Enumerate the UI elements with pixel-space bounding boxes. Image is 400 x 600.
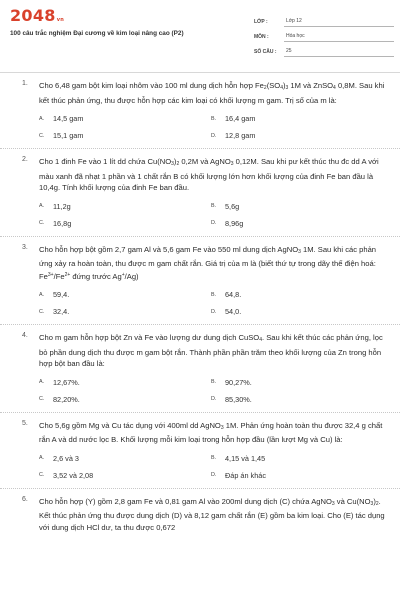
option-d[interactable] (211, 131, 383, 140)
subscript: 2 (375, 500, 379, 507)
option-letter: A. (39, 455, 45, 461)
option-c[interactable] (39, 131, 211, 140)
question-5 (0, 420, 400, 484)
text-part: ) (373, 496, 376, 506)
option-c[interactable] (39, 307, 211, 316)
header-divider (0, 72, 400, 73)
text-part: (SO (266, 81, 281, 90)
question-divider (0, 324, 400, 325)
text-part: Cho 5,6g gồm Mg và Cu tác dụng với 400ml dd AgNO (39, 420, 221, 430)
option-text: 16,8g (53, 218, 72, 228)
question-1 (0, 80, 400, 144)
subscript: 3 (171, 161, 174, 167)
option-b[interactable] (211, 202, 383, 211)
answer-options (39, 110, 390, 144)
superscript: 2+ (64, 271, 71, 278)
text-part: ) (173, 157, 177, 166)
option-row (39, 286, 390, 303)
superscript: 3+ (47, 271, 54, 278)
text-part: . Kết thúc phản ứng thu được dung dịch (D) và 8,12 gam chất rắn (E) gồm ba kim loại. Cho (E) tác dụng với dung dịch HCl dư, ta thu được 0,672 (39, 496, 385, 532)
text-part: Cho 6,48 gam bột kim loại nhôm vào 100 ml dung dịch hỗn hợp Fe (39, 81, 264, 90)
option-row (39, 198, 390, 215)
option-letter: B. (211, 455, 217, 461)
question-text (39, 332, 390, 370)
option-text: 12,8 gam (225, 131, 256, 140)
option-row (39, 110, 390, 127)
subscript: 3 (230, 161, 234, 167)
question-number: 5. (22, 419, 28, 427)
text-part: /Fe (53, 271, 65, 281)
document-title: 100 câu trắc nghiệm Đại cương về kim loại nâng cao (P2) (10, 30, 184, 37)
text-part: Cho m gam hỗn hợp bột Zn và Fe vào lượng dư dung dịch CuSO (39, 333, 260, 342)
option-text: 14,5 gam (53, 114, 84, 123)
answer-options (39, 374, 390, 408)
info-label: SỐ CÂU : (254, 49, 277, 55)
option-a[interactable] (39, 454, 211, 463)
option-c[interactable] (39, 219, 211, 228)
option-row (39, 127, 390, 144)
question-list (0, 80, 400, 533)
question-divider (0, 488, 400, 489)
option-letter: D. (211, 396, 217, 402)
question-number: 3. (22, 243, 28, 251)
option-letter: D. (211, 472, 217, 478)
subscript: 2 (176, 161, 180, 167)
option-row (39, 215, 390, 232)
option-letter: C. (39, 308, 45, 315)
info-value: 25 (284, 48, 394, 57)
text-part: /Ag) (124, 271, 139, 281)
option-text: 64,8. (225, 290, 242, 299)
text-part: 1M và ZnSO (288, 81, 334, 90)
info-row-subject (254, 27, 394, 42)
option-letter: D. (211, 220, 217, 226)
info-label: LỚP : (254, 19, 268, 25)
text-part: 0,12M. Sau khi pư kết thúc thu đc dd A với màu xanh đã nhạt 1 phần và 1 chất rắn B có khối lượng lớn hơn khối lượng của đinh Fe ban đầu là 10,4g. Tính khối lượng của đinh Fe ban đầu. (39, 157, 379, 192)
logo-text: 2048 (10, 6, 56, 25)
subscript: 2 (263, 85, 267, 91)
question-text (39, 244, 390, 283)
option-b[interactable] (211, 454, 383, 463)
option-text: 5,6g (225, 201, 240, 211)
option-letter: C. (39, 220, 45, 226)
question-4 (0, 332, 400, 408)
text-part: 0,8M. Sau khi kết thúc phản ứng, thu được hỗn hợp các kim loại có khối lượng m gam. Trị số của m là: (39, 81, 385, 105)
option-text: 12,67%. (53, 377, 80, 387)
subscript: 3 (298, 248, 301, 255)
option-a[interactable] (39, 378, 211, 387)
info-label: MÔN : (254, 34, 269, 40)
option-b[interactable] (211, 114, 383, 123)
option-row (39, 467, 390, 484)
option-text: 4,15 và 1,45 (225, 453, 266, 463)
header (0, 0, 400, 75)
option-letter: B. (211, 203, 217, 209)
subscript: 4 (333, 85, 336, 91)
answer-options (39, 286, 390, 320)
info-value: Lớp 12 (284, 18, 394, 27)
question-number: 4. (22, 332, 28, 339)
option-a[interactable] (39, 290, 211, 299)
question-text (39, 156, 390, 194)
option-a[interactable] (39, 202, 211, 211)
info-panel (254, 12, 394, 57)
option-text: 15,1 gam (53, 131, 84, 140)
text-part: 0,2M và AgNO (179, 157, 231, 166)
superscript: + (121, 271, 125, 278)
answer-options (39, 198, 390, 232)
subscript: 3 (331, 500, 335, 507)
option-letter: B. (211, 379, 217, 385)
option-d[interactable] (211, 307, 383, 316)
question-number: 6. (22, 495, 28, 503)
info-value: Hóa học (284, 33, 394, 42)
question-divider (0, 236, 400, 237)
option-b[interactable] (211, 290, 383, 299)
option-letter: C. (39, 472, 45, 478)
subscript: 4 (280, 85, 283, 91)
question-6 (0, 496, 400, 534)
option-letter: A. (39, 379, 45, 385)
answer-options (39, 450, 390, 484)
option-b[interactable] (211, 378, 383, 387)
option-d[interactable] (211, 471, 383, 480)
question-text (39, 80, 390, 106)
option-text: 8,96g (225, 218, 244, 228)
option-c[interactable] (39, 395, 211, 404)
text-part: 1M. Phản ứng hoàn toàn thu được 32,4 g chất rắn A và dd nước lọc B. Khối lượng mỗi kim loại trong hỗn hợp đầu (lần lượt Mg và Cu) là: (39, 420, 383, 444)
option-letter: A. (39, 203, 45, 209)
text-part: 1M. Sau khi các phản ứng xảy ra hoàn toàn, thu được m gam chất rắn. Giá trị của m là (biết thứ tự trong dãy thế điện hoá: Fe (39, 244, 377, 281)
option-text: 3,52 và 2,08 (53, 470, 94, 480)
option-row (39, 303, 390, 320)
option-letter: A. (39, 115, 45, 122)
option-a[interactable] (39, 114, 211, 123)
option-row (39, 391, 390, 408)
option-letter: A. (39, 291, 45, 298)
info-row-count (254, 42, 394, 57)
option-c[interactable] (39, 471, 211, 480)
option-letter: B. (211, 115, 217, 122)
text-part: Cho 1 đinh Fe vào 1 lít dd chứa Cu(NO (39, 157, 172, 166)
option-text: 11,2g (53, 201, 71, 211)
text-part: Cho hỗn hợp bột gồm 2,7 gam Al và 5,6 gam Fe vào 550 ml dung dịch AgNO (39, 244, 299, 254)
option-letter: C. (39, 132, 45, 139)
info-row-class (254, 12, 394, 27)
question-3 (0, 244, 400, 321)
option-text: 54,0. (225, 307, 242, 316)
question-text (39, 496, 390, 534)
option-text: 32,4. (53, 307, 70, 316)
option-text: 16,4 gam (225, 114, 256, 123)
option-letter: B. (211, 291, 217, 298)
option-letter: D. (211, 132, 217, 139)
subscript: 3 (220, 424, 224, 431)
option-row (39, 374, 390, 391)
subscript: 3 (285, 85, 289, 91)
option-row (39, 450, 390, 467)
text-part: Cho hỗn hợp (Y) gồm 2,8 gam Fe và 0,81 gam Al vào 200ml dung dịch (C) chứa AgNO (39, 496, 332, 506)
subscript: 3 (370, 500, 374, 507)
option-d[interactable] (211, 395, 383, 404)
question-text (39, 420, 390, 446)
option-text: Đáp án khác (225, 470, 266, 480)
question-divider (0, 148, 400, 149)
option-text: 85,30%. (225, 394, 252, 404)
option-d[interactable] (211, 219, 383, 228)
site-logo[interactable] (10, 6, 64, 25)
logo-suffix: vn (56, 17, 65, 23)
option-text: 82,20%. (53, 394, 80, 404)
text-part: đứng trước Ag (70, 271, 122, 281)
option-letter: D. (211, 308, 217, 315)
text-part: . Sau khi kết thúc các phản ứng, lọc bỏ phần dung dịch thu được m gam bột rắn. Thành phần phần trăm theo khối lượng của Zn trong hỗn hợp bột ban đầu là: (39, 333, 383, 368)
option-letter: C. (39, 396, 45, 402)
question-2 (0, 156, 400, 232)
option-text: 59,4. (53, 290, 70, 299)
question-number: 2. (22, 156, 28, 163)
question-number: 1. (22, 80, 28, 87)
option-text: 2,6 và 3 (53, 453, 79, 463)
text-part: ) (283, 81, 286, 90)
question-divider (0, 412, 400, 413)
subscript: 4 (259, 337, 262, 343)
option-text: 90,27%. (225, 377, 252, 387)
text-part: và Cu(NO (334, 496, 371, 506)
